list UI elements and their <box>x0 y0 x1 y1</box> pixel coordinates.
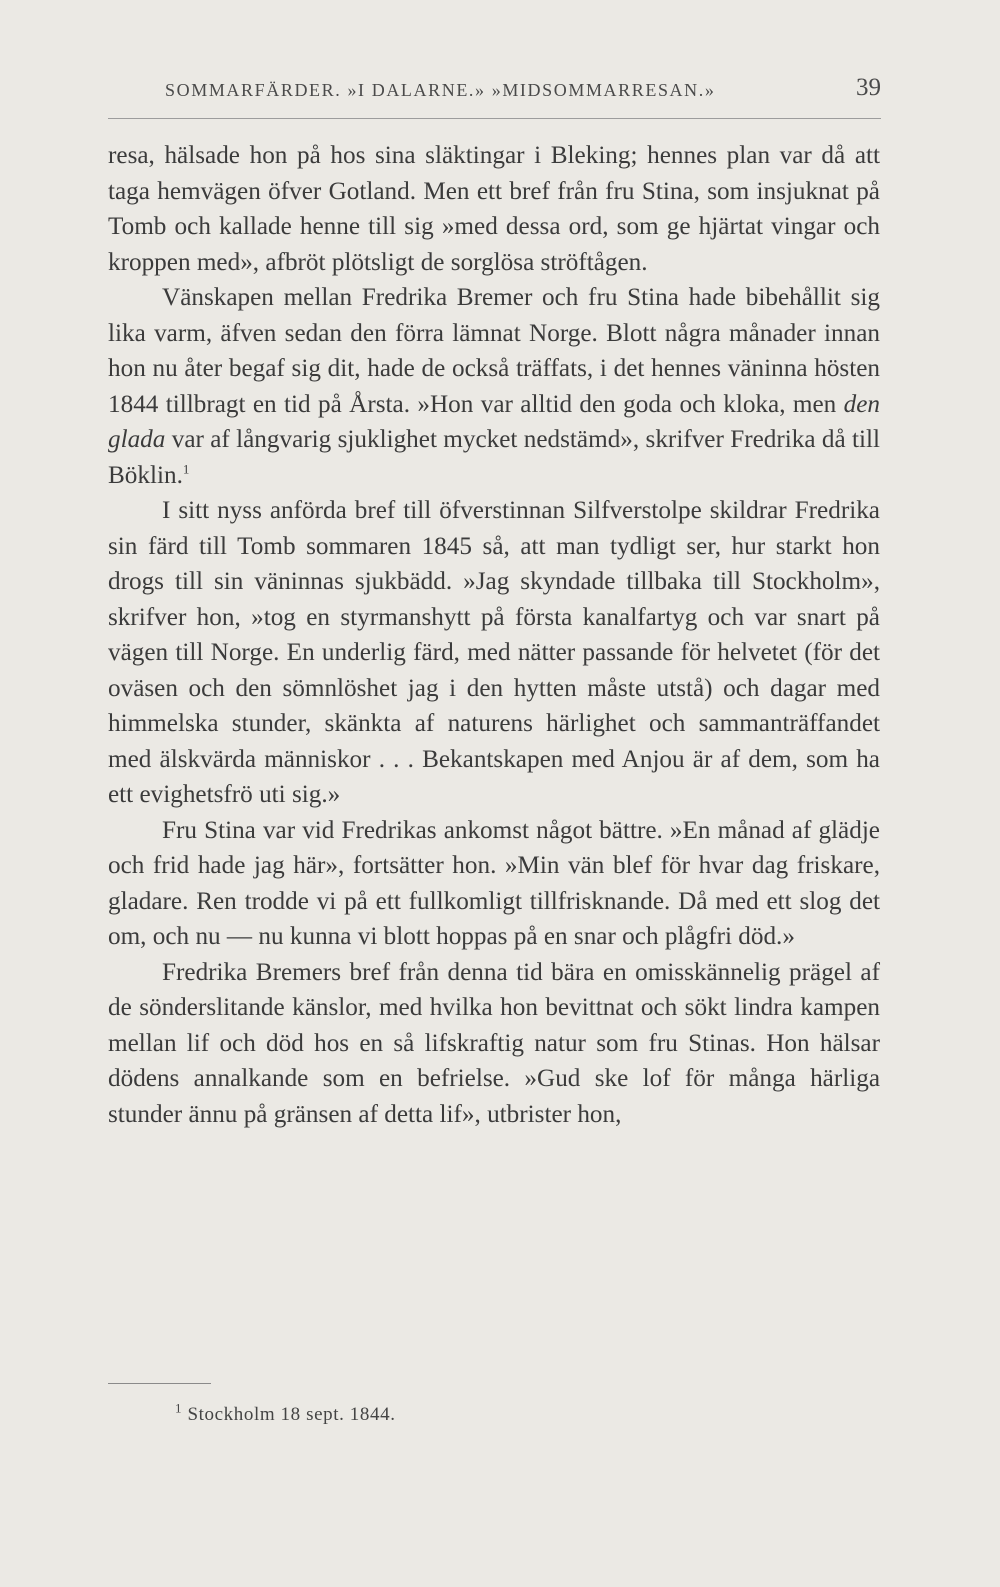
footnote-rule <box>108 1383 211 1384</box>
paragraph <box>108 280 880 493</box>
paragraph-text: Fru Stina var vid Fredrikas ankomst något bättre. »En månad af glädje och frid hade jag här», fortsätter hon. »Min vän blef för hvar dag friskare, gladare. Ren trodde vi på ett fullkomligt tillfrisknande. Då med ett slog det om, och nu — nu kunna vi blott hoppas på en snar och plågfri död.» <box>108 816 880 950</box>
paragraph <box>108 493 880 813</box>
footnote-reference: 1 <box>182 461 190 477</box>
footnote-mark: 1 <box>175 1400 183 1416</box>
paragraph <box>108 955 880 1133</box>
paragraph-text: var af långvarig sjuklighet mycket nedstämd», skrifver Fredrika då till Böklin. <box>108 426 880 489</box>
paragraph-text: resa, hälsade hon på hos sina släktingar i Bleking; hennes plan var då att taga hemvägen öfver Gotland. Men ett bref från fru Stina, som insjuknat på Tomb och kallade henne till sig »med dessa ord, som ge hjärtat vingar och kroppen med», afbröt plötsligt de sorglösa ströftågen. <box>108 142 880 276</box>
paragraph <box>108 138 880 280</box>
paragraph-text: Vänskapen mellan Fredrika Bremer och fru Stina hade bibehållit sig lika varm, äfven sedan den förra lämnat Norge. Blott några månader innan hon nu åter begaf sig dit, hade de också träffats, i det hennes väninna hösten 1844 tillbragt en tid på Årsta. »Hon var alltid den goda och kloka, men <box>108 284 880 418</box>
footnote <box>175 1400 396 1426</box>
paragraph-text: I sitt nyss anförda bref till öfverstinnan Silfverstolpe skildrar Fredrika sin färd till Tomb sommaren 1845 så, att man tydligt ser, hur starkt hon drogs till sin väninnas sjukbädd. »Jag skyndade tillbaka till Stockholm», skrifver hon, »tog en styrmanshytt på första kanalfartyg och var snart på vägen till Norge. En underlig färd, med nätter passande för helvetet (för det oväsen och den sömnlöshet jag i den hytten måste utstå) och dagar med himmelska stunder, skänkta af naturens härlighet och sammanträffandet med älskvärda människor . . . Bekantskapen med Anjou är af dem, som ha ett evighetsfrö uti sig.» <box>108 497 880 808</box>
footnote-text: Stockholm 18 sept. 1844. <box>187 1404 396 1425</box>
paragraph-text: Fredrika Bremers bref från denna tid bära en omisskännelig prägel af de sönderslitande känslor, med hvilka hon bevittnat och sökt lindra kampen mellan lif och död hos en så lifskraftig natur som fru Stinas. Hon hälsar dödens annalkande som en befrielse. »Gud ske lof för många härliga stunder ännu på gränsen af detta lif», utbrister hon, <box>108 958 880 1128</box>
header-rule <box>108 118 881 119</box>
body-text <box>108 138 880 1132</box>
paragraph <box>108 813 880 955</box>
page-number: 39 <box>856 74 881 101</box>
italic-text: den glada <box>108 390 880 453</box>
running-head <box>165 76 881 106</box>
running-head-title: SOMMARFÄRDER. »I DALARNE.» »MIDSOMMARRESAN.» <box>165 80 716 100</box>
